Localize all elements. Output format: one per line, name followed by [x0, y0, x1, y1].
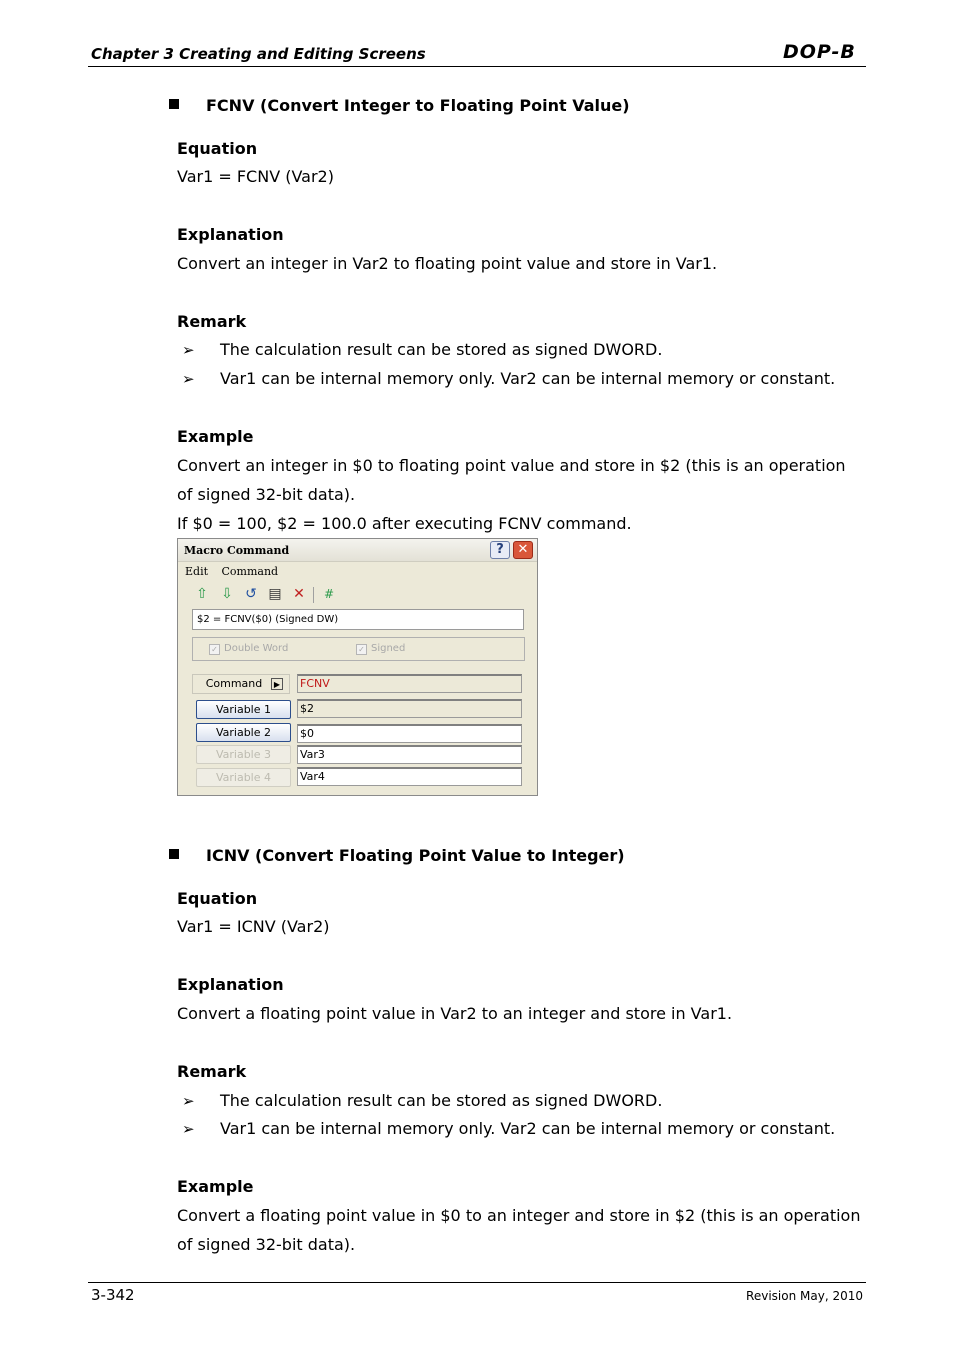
variable-2-field[interactable]: $0	[297, 724, 522, 743]
dialog-titlebar	[178, 539, 537, 562]
menu-command[interactable]: Command	[221, 565, 279, 578]
move-up-icon[interactable]: ⇧	[196, 586, 208, 602]
copy-icon[interactable]: ▤	[268, 586, 282, 602]
footer-rule	[88, 1282, 866, 1283]
expression-display: $2 = FCNV($0) (Signed DW)	[192, 609, 524, 630]
remark-heading: Remark	[177, 312, 247, 331]
check-icon: ✓	[356, 644, 367, 655]
revision-note: Revision May, 2010	[746, 1289, 863, 1303]
variable-1-button[interactable]: Variable 1	[196, 700, 291, 719]
check-icon: ✓	[209, 644, 220, 655]
bullet-arrow-icon: ➢	[182, 370, 195, 388]
help-button[interactable]: ?	[490, 541, 510, 559]
options-group	[192, 637, 525, 661]
brand-logo: DOP-B	[783, 41, 856, 63]
command-field[interactable]: FCNV	[297, 674, 522, 693]
equation-heading: Equation	[177, 889, 258, 908]
header-rule	[88, 66, 866, 67]
remark-item: Var1 can be internal memory only. Var2 can be internal memory or constant.	[220, 1119, 836, 1138]
play-arrow-icon: ▶	[271, 678, 283, 690]
example-line: of signed 32-bit data).	[177, 1235, 356, 1254]
hash-icon[interactable]: #	[323, 587, 335, 601]
explanation-text: Convert a floating point value in Var2 to an integer and store in Var1.	[177, 1004, 733, 1023]
toolbar-separator	[313, 587, 314, 603]
remark-heading: Remark	[177, 1062, 247, 1081]
remark-item: The calculation result can be stored as signed DWORD.	[220, 340, 663, 359]
page-number: 3-342	[91, 1286, 135, 1304]
example-line: If $0 = 100, $2 = 100.0 after executing FCNV command.	[177, 514, 632, 533]
explanation-heading: Explanation	[177, 225, 284, 244]
variable-2-button[interactable]: Variable 2	[196, 723, 291, 742]
double-word-label: Double Word	[224, 643, 289, 654]
equation-text: Var1 = ICNV (Var2)	[177, 917, 330, 936]
double-word-checkbox[interactable]	[209, 643, 288, 655]
remark-item: The calculation result can be stored as signed DWORD.	[220, 1091, 663, 1110]
example-heading: Example	[177, 427, 254, 446]
command-label: Command	[205, 677, 263, 690]
dialog-menubar	[185, 565, 288, 578]
equation-text: Var1 = FCNV (Var2)	[177, 167, 334, 186]
signed-label: Signed	[371, 643, 406, 654]
variable-1-field[interactable]: $2	[297, 699, 522, 718]
command-selector[interactable]	[192, 674, 290, 694]
section-bullet	[169, 849, 179, 859]
example-line: Convert an integer in $0 to floating point value and store in $2 (this is an operation	[177, 456, 846, 475]
section-bullet	[169, 99, 179, 109]
close-button[interactable]: ✕	[513, 541, 533, 559]
signed-checkbox[interactable]	[356, 643, 405, 655]
bullet-arrow-icon: ➢	[182, 1092, 195, 1110]
bullet-arrow-icon: ➢	[182, 341, 195, 359]
delete-icon[interactable]: ✕	[293, 586, 305, 602]
undo-icon[interactable]: ↺	[245, 586, 257, 602]
move-down-icon[interactable]: ⇩	[221, 586, 233, 602]
bullet-arrow-icon: ➢	[182, 1120, 195, 1138]
section-title-fcnv: FCNV (Convert Integer to Floating Point Value)	[206, 96, 630, 115]
example-heading: Example	[177, 1177, 254, 1196]
example-line: Convert a floating point value in $0 to an integer and store in $2 (this is an operation	[177, 1206, 861, 1225]
explanation-heading: Explanation	[177, 975, 284, 994]
remark-item: Var1 can be internal memory only. Var2 can be internal memory or constant.	[220, 369, 836, 388]
example-line: of signed 32-bit data).	[177, 485, 356, 504]
macro-command-dialog	[177, 538, 538, 796]
variable-4-button: Variable 4	[196, 768, 291, 787]
section-title-icnv: ICNV (Convert Floating Point Value to Integer)	[206, 846, 625, 865]
chapter-title: Chapter 3 Creating and Editing Screens	[91, 45, 426, 63]
variable-4-field: Var4	[297, 767, 522, 786]
menu-edit[interactable]: Edit	[185, 565, 209, 578]
equation-heading: Equation	[177, 139, 258, 158]
dialog-title: Macro Command	[184, 544, 290, 557]
explanation-text: Convert an integer in Var2 to floating point value and store in Var1.	[177, 254, 718, 273]
variable-3-button: Variable 3	[196, 745, 291, 764]
variable-3-field: Var3	[297, 745, 522, 764]
